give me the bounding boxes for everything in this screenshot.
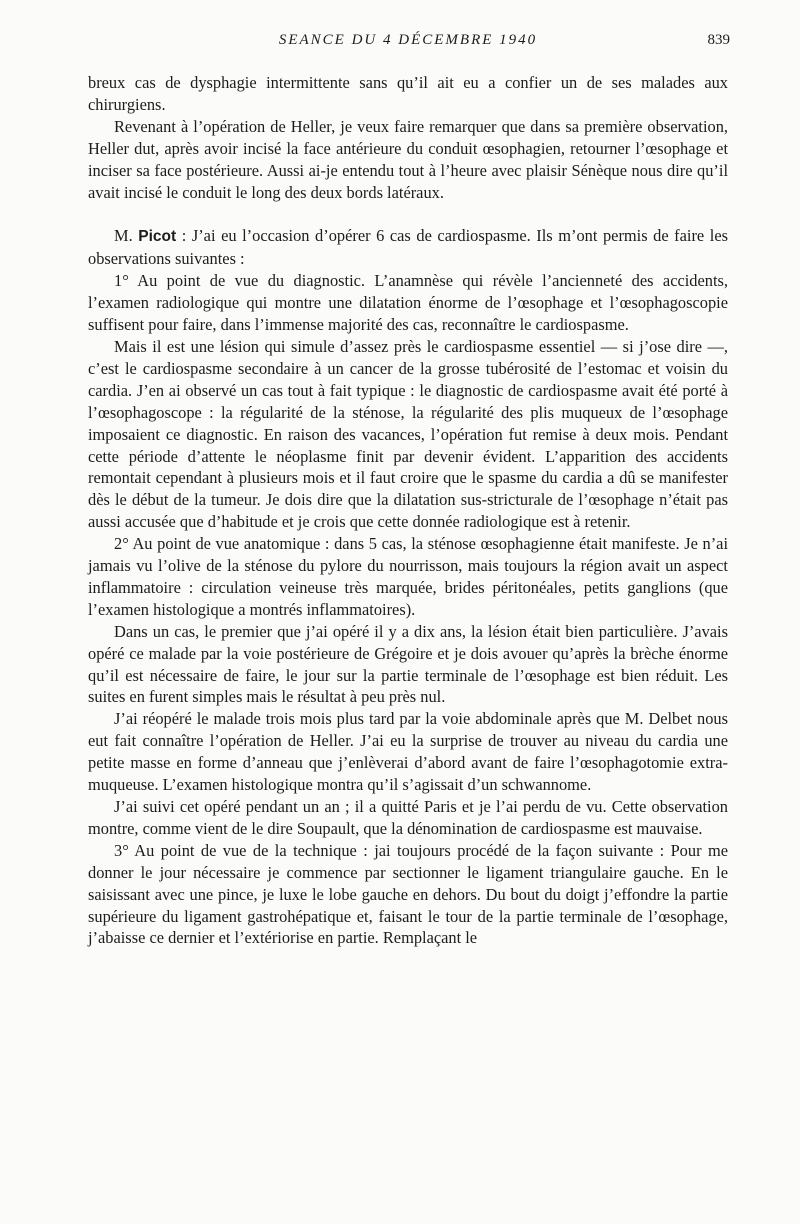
paragraph: 1° Au point de vue du diagnostic. L’anamnèse qui révèle l’ancienneté des accidents, l’examen radiologique qui montre une dilatation énorme de l’œsophage et l’œsophagoscopie suffisent pour faire, dans l’immense majorité des cas, reconnaître le cardiospasme. bbox=[88, 271, 728, 335]
paragraph: breux cas de dysphagie intermittente sans qu’il ait eu a confier un de ses malades aux chirurgiens. bbox=[88, 73, 728, 114]
body-text bbox=[88, 72, 728, 949]
running-header bbox=[88, 32, 728, 52]
paragraph: J’ai réopéré le malade trois mois plus tard par la voie abdominale après que M. Delbet nous eut fait connaître l’opération de Heller. J’ai eu la surprise de trouver au niveau du cardia une petite masse en forme d’anneau que j’enlèverai d’abord avant de faire l’œsophagotomie extra-muqueuse. L’examen histologique montra qu’il s’agissait d’un schwannome. bbox=[88, 709, 728, 795]
paragraph: Dans un cas, le premier que j’ai opéré il y a dix ans, la lésion était bien particulière. J’avais opéré ce malade par la voie postérieure de Grégoire et je dois avouer qu’après la brèche énorme qu’il est nécessaire de faire, le jour sur la partie terminale de l’œsophage est bien réduit. Les suites en furent simples mais le résultat à peu près nul. bbox=[88, 621, 728, 707]
speaker-text: : J’ai eu l’occasion d’opérer 6 cas de cardiospasme. Ils m’ont permis de faire les observations suivantes : bbox=[88, 226, 728, 269]
paragraph: J’ai suivi cet opéré pendant un an ; il a quitté Paris et je l’ai perdu de vu. Cette observation montre, comme vient de le dire Soupault, que la dénomination de cardiospasme est mauvaise. bbox=[88, 797, 728, 838]
speaker-prefix: M. bbox=[114, 226, 139, 246]
page-number: 839 bbox=[707, 32, 730, 48]
running-title: SEANCE DU 4 DÉCEMBRE 1940 bbox=[278, 32, 538, 48]
paragraph: 3° Au point de vue de la technique : jai toujours procédé de la façon suivante : Pour me donner le jour nécessaire je commence par sectionner le ligament triangulaire gauche. En le saisissant avec une pince, je luxe le lobe gauche en dehors. Du bout du doigt j’effondre la partie supérieure du ligament gastrohépatique et, faisant le tour de la partie terminale de l’œsophage, j’abaisse ce dernier et l’extériorise en partie. Remplaçant le bbox=[88, 840, 728, 948]
paragraph: Revenant à l’opération de Heller, je veux faire remarquer que dans sa première observation, Heller dut, après avoir incisé la face antérieure du conduit œsophagien, retourner l’œsophage et inciser sa face postérieure. Aussi ai-je entendu tout à l’heure avec plaisir Sénèque nous dire qu’il avait incisé le conduit le long des deux bords latéraux. bbox=[88, 116, 728, 202]
speaker-paragraph bbox=[88, 225, 728, 270]
speaker-name: Picot bbox=[138, 228, 177, 246]
paragraph: Mais il est une lésion qui simule d’assez près le cardiospasme essentiel — si j’ose dire —, c’est le cardiospasme secondaire à un cancer de la grosse tubérosité de l’estomac et voisin du cardia. J’en ai observé un cas tout à fait typique : le diagnostic de cardiospasme avait été porté à l’œsophagoscope : la régularité de la sténose, la régularité des plis muqueux de l’œsophage imposaient ce diagnostic. En raison des vacances, l’opération fut remise à deux mois. Pendant cette période d’attente le néoplasme finit par devenir évident. L’apparition des accidents remontait cependant à plusieurs mois et il faut croire que le spasme du cardia a dû se manifester dès le début de la tumeur. Je dois dire que la dilatation sus-stricturale de l’œsophage n’était pas aussi accusée que d’habitude et je crois que cette donnée radiologique est à retenir. bbox=[88, 336, 728, 532]
paragraph: 2° Au point de vue anatomique : dans 5 cas, la sténose œsophagienne était manifeste. Je n’ai jamais vu l’olive de la sténose du pylore du nourrisson, mais toujours la région avait un aspect inflammatoire : circulation veineuse très marquée, brides péritonéales, petits ganglions (que l’examen histologique a montrés inflammatoires). bbox=[88, 534, 728, 619]
